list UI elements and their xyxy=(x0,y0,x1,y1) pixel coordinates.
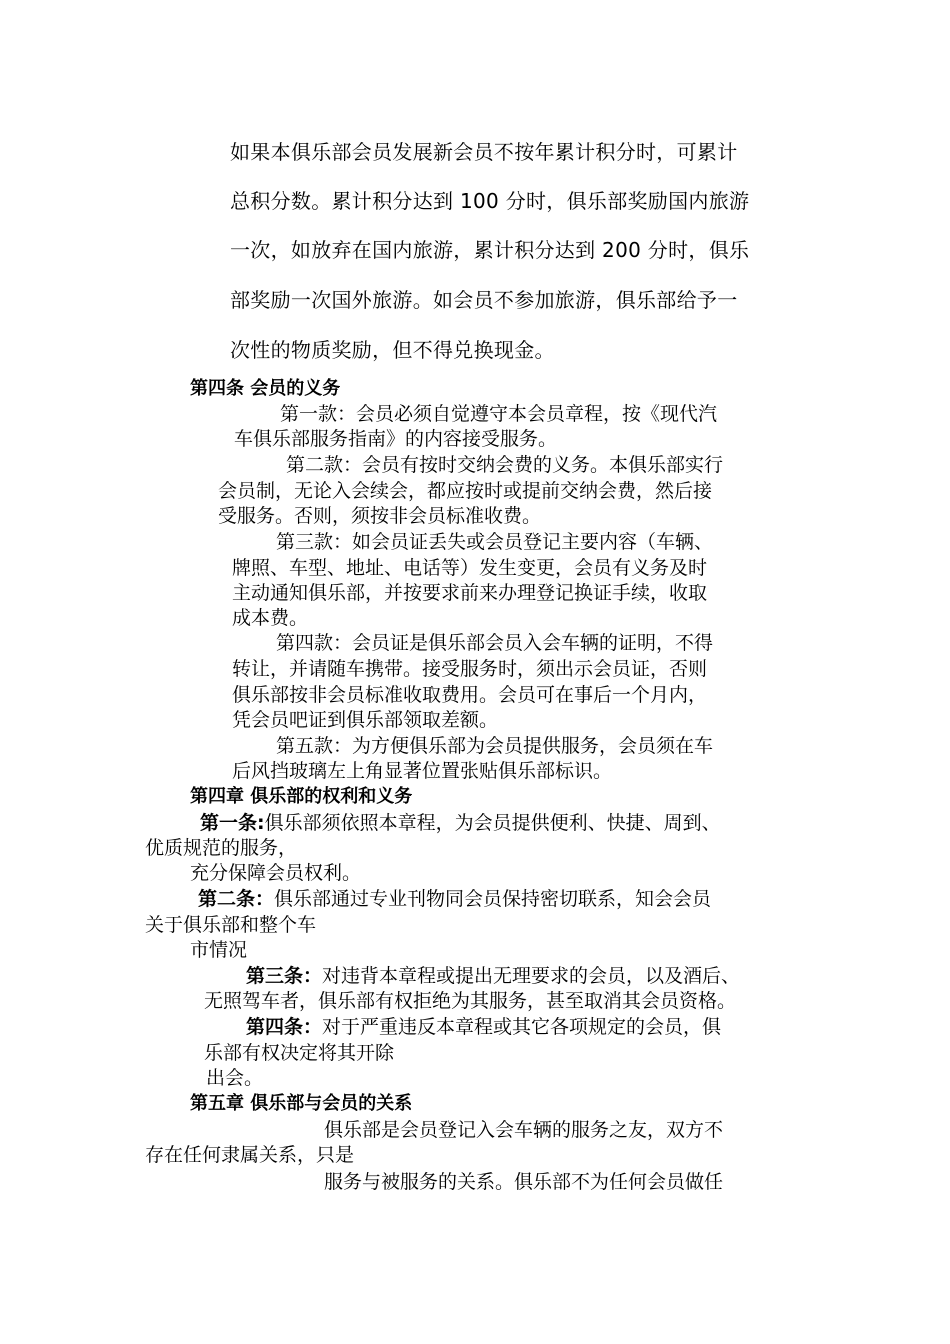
chapter4-article2-text: 俱乐部通过专业刊物同会员保持密切联系，知会会员 xyxy=(274,888,712,910)
article4-clause2-line-2: 会员制，无论入会续会，都应按时或提前交纳会费，然后接 xyxy=(218,480,713,502)
article4-clause4-line-3: 俱乐部按非会员标准收取费用。会员可在事后一个月内， xyxy=(232,684,708,706)
article4-heading: 第四条 会员的义务 xyxy=(190,378,341,399)
article4-clause2-line-1: 第二款：会员有按时交纳会费的义务。本俱乐部实行 xyxy=(286,454,724,476)
chapter4-article3-line-2: 无照驾车者，俱乐部有权拒绝为其服务，甚至取消其会员资格。 xyxy=(204,990,737,1012)
article4-clause5-line-2: 后风挡玻璃左上角显著位置张贴俱乐部标识。 xyxy=(232,760,613,782)
article4-clause3-line-4: 成本费。 xyxy=(232,607,309,629)
chapter4-article4-line-3: 出会。 xyxy=(206,1067,264,1089)
chapter4-heading: 第四章 俱乐部的权利和义务 xyxy=(190,786,413,807)
chapter4-article3-label: 第三条： xyxy=(246,965,323,987)
chapter4-article4-line-1 xyxy=(246,1015,721,1039)
intro-line-3: 一次，如放弃在国内旅游，累计积分达到 200 分时，俱乐 xyxy=(230,238,750,262)
chapter5-line-3: 服务与被服务的关系。俱乐部不为任何会员做任 xyxy=(324,1171,724,1193)
chapter5-line-2: 存在任何隶属关系，只是 xyxy=(145,1144,355,1166)
article4-clause3-line-2: 牌照、车型、地址、电话等）发生变更，会员有义务及时 xyxy=(232,557,708,579)
article4-clause4-line-4: 凭会员吧证到俱乐部领取差额。 xyxy=(232,709,499,731)
article4-clause1-line-2: 车俱乐部服务指南》的内容接受服务。 xyxy=(234,428,558,450)
chapter4-article1-line-3: 充分保障会员权利。 xyxy=(190,862,362,884)
chapter4-article2-line-3: 市情况 xyxy=(190,939,248,961)
chapter4-article1-label: 第一条: xyxy=(200,812,265,834)
chapter4-article1-text: 俱乐部须依照本章程，为会员提供便利、快捷、周到、 xyxy=(264,812,721,834)
chapter4-article1-line-1 xyxy=(200,811,721,835)
intro-line-5: 次性的物质奖励，但不得兑换现金。 xyxy=(230,338,555,362)
chapter4-article3-line-1 xyxy=(246,964,740,988)
article4-clause3-line-3: 主动通知俱乐部，并按要求前来办理登记换证手续，收取 xyxy=(232,582,708,604)
chapter4-article4-label: 第四条： xyxy=(246,1016,323,1038)
article4-clause4-line-2: 转让，并请随车携带。接受服务时，须出示会员证，否则 xyxy=(232,658,708,680)
intro-line-2: 总积分数。累计积分达到 100 分时，俱乐部奖励国内旅游 xyxy=(230,189,750,213)
chapter4-article1-line-2: 优质规范的服务， xyxy=(145,837,298,859)
chapter4-article2-label: 第二条： xyxy=(198,888,275,910)
intro-line-4: 部奖励一次国外旅游。如会员不参加旅游，俱乐部给予一 xyxy=(230,288,738,312)
article4-clause5-line-1: 第五款：为方便俱乐部为会员提供服务，会员须在车 xyxy=(276,735,714,757)
article4-clause2-line-3: 受服务。否则，须按非会员标准收费。 xyxy=(218,505,542,527)
chapter4-article3-text: 对违背本章程或提出无理要求的会员，以及酒后、 xyxy=(322,965,741,987)
article4-clause4-line-1: 第四款：会员证是俱乐部会员入会车辆的证明，不得 xyxy=(276,632,714,654)
article4-clause3-line-1: 第三款：如会员证丢失或会员登记主要内容（车辆、 xyxy=(276,531,714,553)
chapter4-article2-line-2: 关于俱乐部和整个车 xyxy=(145,914,317,936)
article4-clause1-line-1: 第一款：会员必须自觉遵守本会员章程，按《现代汽 xyxy=(280,403,718,425)
chapter4-article2-line-1 xyxy=(198,887,711,911)
chapter4-article4-text: 对于严重违反本章程或其它各项规定的会员，俱 xyxy=(322,1016,722,1038)
chapter5-heading: 第五章 俱乐部与会员的关系 xyxy=(190,1093,413,1114)
chapter5-line-1: 俱乐部是会员登记入会车辆的服务之友，双方不 xyxy=(324,1119,724,1141)
chapter4-article4-line-2: 乐部有权决定将其开除 xyxy=(204,1042,395,1064)
intro-line-1: 如果本俱乐部会员发展新会员不按年累计积分时，可累计 xyxy=(230,140,738,164)
